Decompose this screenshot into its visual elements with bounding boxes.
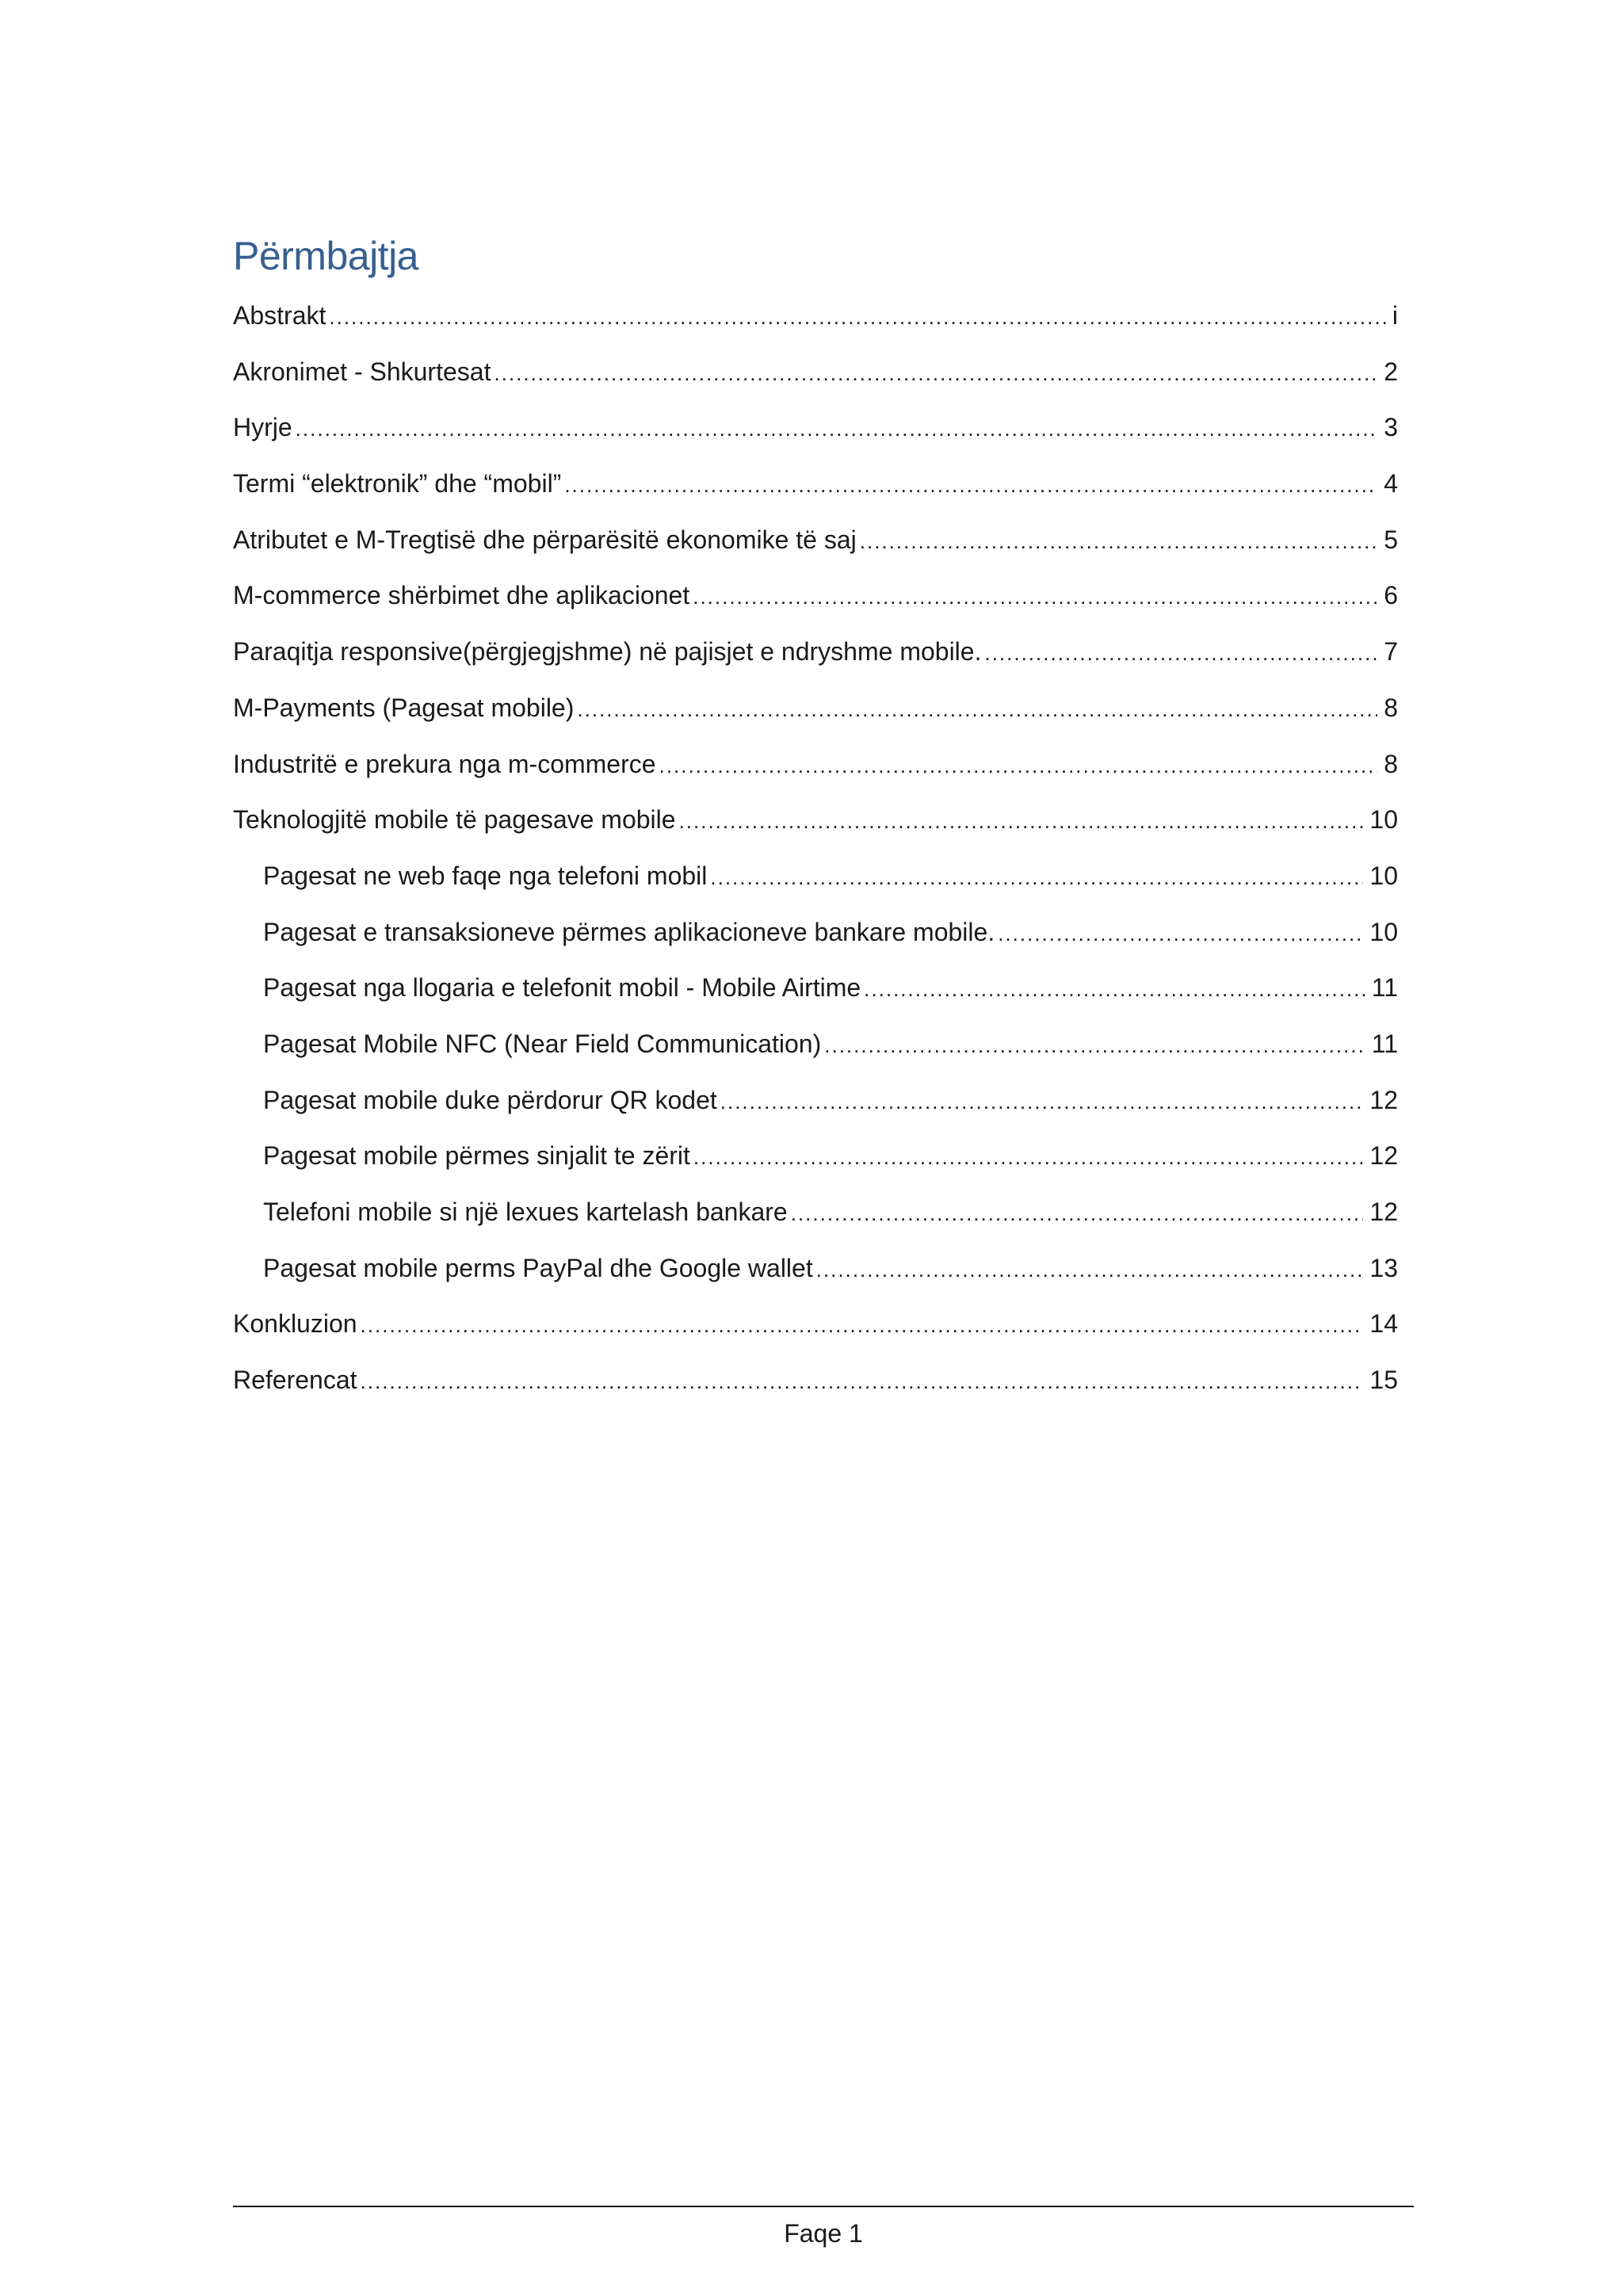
toc-entry-page: 7 (1384, 637, 1398, 667)
toc-entry-text: Referencat (233, 1366, 357, 1395)
toc-dot-leader (720, 1083, 1364, 1121)
toc-entry-text: M-commerce shërbimet dhe aplikacionet (233, 581, 690, 610)
toc-dot-leader (564, 466, 1377, 504)
toc-dot-leader (864, 970, 1365, 1008)
toc-entry-paraqitja-responsive[interactable] (233, 632, 1398, 689)
toc-entry-mobile-airtime[interactable] (233, 968, 1398, 1025)
toc-entry-akronimet[interactable] (233, 353, 1398, 409)
toc-entry-text: Pagesat mobile përmes sinjalit te zërit (263, 1141, 690, 1171)
footer-divider (233, 2206, 1414, 2207)
toc-entry-page: i (1392, 301, 1398, 330)
toc-entry-page: 10 (1369, 805, 1398, 835)
toc-dot-leader (361, 1306, 1364, 1344)
toc-entry-text: Pagesat Mobile NFC (Near Field Communication) (263, 1029, 822, 1058)
toc-dot-leader (791, 1194, 1364, 1232)
toc-entry-text: M-Payments (Pagesat mobile) (233, 693, 575, 722)
toc-title: Përmbajtja (233, 234, 418, 278)
toc-entry-page: 14 (1369, 1309, 1398, 1339)
toc-entry-page: 12 (1369, 1141, 1398, 1171)
toc-list (233, 296, 1398, 1417)
toc-entry-text: Industritë e prekura nga m-commerce (233, 749, 656, 778)
toc-entry-page: 12 (1369, 1085, 1398, 1114)
toc-entry-page: 8 (1384, 693, 1398, 722)
toc-dot-leader (679, 802, 1364, 840)
toc-entry-text: Akronimet - Shkurtesat (233, 357, 491, 386)
toc-entry-text: Pagesat nga llogaria e telefonit mobil - Mobile Airtime (263, 973, 861, 1003)
toc-entry-text: Pagesat mobile perms PayPal dhe Google wallet (263, 1253, 813, 1282)
toc-dot-leader (860, 522, 1377, 560)
toc-entry-page: 5 (1384, 525, 1398, 554)
toc-entry-page: 2 (1384, 357, 1398, 386)
toc-entry-text: Atributet e M-Tregtisë dhe përparësitë ekonomike të saj (233, 525, 857, 554)
toc-entry-page: 12 (1369, 1198, 1398, 1226)
toc-entry-text: Termi “elektronik” dhe “mobil” (233, 469, 562, 499)
toc-entry-pagesat-bankare[interactable] (233, 913, 1398, 969)
toc-dot-leader (361, 1362, 1364, 1400)
toc-entry-text: Pagesat ne web faqe nga telefoni mobil (263, 861, 708, 890)
toc-dot-leader (659, 747, 1378, 785)
toc-entry-page: 15 (1369, 1366, 1398, 1395)
toc-entry-page: 10 (1369, 861, 1398, 890)
toc-entry-teknologjite[interactable] (233, 800, 1398, 857)
toc-entry-m-commerce-sherbimet[interactable] (233, 576, 1398, 632)
toc-entry-text: Pagesat mobile duke përdorur QR kodet (263, 1085, 717, 1114)
toc-entry-text: Pagesat e transaksioneve përmes aplikacioneve bankare mobile. (263, 917, 995, 946)
toc-dot-leader (296, 410, 1378, 448)
toc-dot-leader (710, 858, 1363, 896)
toc-entry-page: 10 (1369, 917, 1398, 946)
toc-entry-page: 6 (1384, 581, 1398, 610)
toc-entry-qr-kodet[interactable] (233, 1081, 1398, 1137)
toc-dot-leader (494, 354, 1377, 392)
toc-entry-pagesat-web[interactable] (233, 857, 1398, 913)
toc-entry-m-payments[interactable] (233, 689, 1398, 745)
toc-entry-nfc[interactable] (233, 1025, 1398, 1081)
toc-entry-text: Abstrakt (233, 301, 327, 330)
toc-entry-page: 13 (1369, 1253, 1398, 1282)
toc-entry-text: Hyrje (233, 413, 292, 442)
toc-entry-industrite[interactable] (233, 745, 1398, 801)
toc-entry-sinjali-zerit[interactable] (233, 1137, 1398, 1193)
toc-entry-text: Paraqitja responsive(përgjegjshme) në pajisjet e ndryshme mobile. (233, 637, 982, 667)
toc-dot-leader (824, 1026, 1365, 1064)
toc-dot-leader (329, 298, 1386, 336)
toc-entry-abstrakt[interactable] (233, 296, 1398, 353)
toc-entry-hyrje[interactable] (233, 408, 1398, 464)
toc-dot-leader (577, 690, 1377, 728)
toc-dot-leader (984, 634, 1377, 672)
toc-entry-page: 8 (1384, 749, 1398, 778)
toc-dot-leader (998, 915, 1363, 953)
toc-entry-konkluzion[interactable] (233, 1305, 1398, 1361)
toc-entry-text: Konkluzion (233, 1309, 357, 1339)
toc-dot-leader (693, 1138, 1364, 1176)
toc-entry-text: Telefoni mobile si një lexues kartelash bankare (263, 1198, 788, 1226)
toc-entry-paypal-google-wallet[interactable] (233, 1249, 1398, 1305)
toc-dot-leader (816, 1251, 1364, 1289)
toc-entry-text: Teknologjitë mobile të pagesave mobile (233, 805, 676, 835)
toc-entry-atributet[interactable] (233, 521, 1398, 577)
toc-entry-referencat[interactable] (233, 1361, 1398, 1417)
footer-page-number: Faqe 1 (784, 2219, 863, 2248)
toc-dot-leader (693, 578, 1377, 616)
toc-entry-termi[interactable] (233, 464, 1398, 521)
toc-entry-page: 4 (1384, 469, 1398, 499)
toc-entry-page: 3 (1384, 413, 1398, 442)
toc-entry-page: 11 (1371, 973, 1398, 1003)
toc-entry-page: 11 (1371, 1029, 1398, 1058)
toc-entry-lexues-kartelash[interactable] (233, 1193, 1398, 1249)
